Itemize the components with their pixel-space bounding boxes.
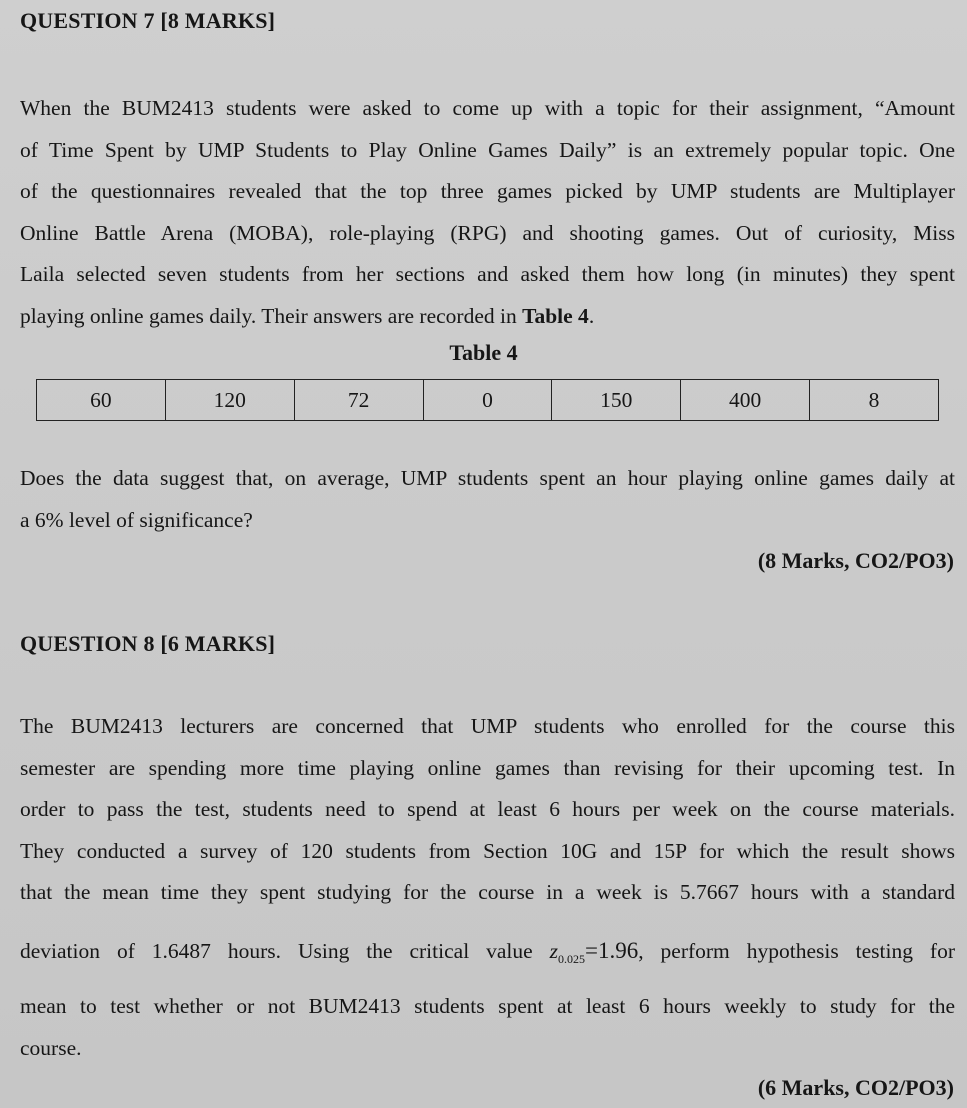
q7-line-1: When the BUM2413 students were asked to come up with a topic for their assignment, “Amount	[20, 96, 955, 120]
q8-line-6-text: deviation of 1.6487 hours. Using the critical value	[20, 939, 550, 963]
table-cell: 60	[37, 380, 166, 421]
q7-line-3: of the questionnaires revealed that the top three games picked by UMP students are Multiplayer	[20, 179, 955, 203]
q8-line-8: course.	[20, 1035, 82, 1060]
critical-subscript: 0.025	[557, 952, 585, 966]
q8-line-3: order to pass the test, students need to spend at least 6 hours per week on the course materials.	[20, 797, 955, 821]
q8-line-2: semester are spending more time playing online games than revising for their upcoming test. In	[20, 755, 955, 780]
q7-line-2: of Time Spent by UMP Students to Play Online Games Daily” is an extremely popular topic. One	[20, 137, 955, 162]
q7-line-4: Online Battle Arena (MOBA), role-playing (RPG) and shooting games. Out of curiosity, Miss	[20, 220, 955, 245]
critical-value	[549, 938, 639, 966]
table-cell: 0	[423, 380, 552, 421]
data-table	[36, 379, 939, 421]
q7-line-6-end: .	[588, 303, 595, 328]
table-cell: 400	[681, 380, 810, 421]
table-caption: Table 4	[449, 340, 518, 365]
q8-line-5: that the mean time they spent studying for the course in a week is 5.7667 hours with a standard	[20, 880, 955, 904]
table-cell: 150	[552, 380, 681, 421]
question-7-marks: (8 Marks, CO2/PO3)	[757, 548, 954, 573]
q7-prompt-line-2: a 6% level of significance?	[20, 507, 253, 532]
table-cell: 8	[810, 380, 939, 421]
table-cell: 120	[165, 380, 294, 421]
question-8-body	[20, 706, 955, 914]
question-7-body	[20, 88, 955, 337]
q7-prompt-line-1: Does the data suggest that, on average, UMP students spent an hour playing online games daily at	[20, 466, 955, 490]
q8-line-1: The BUM2413 lecturers are concerned that UMP students who enrolled for the course this	[20, 714, 955, 738]
table-cell: 72	[294, 380, 423, 421]
table-row	[37, 380, 939, 421]
question-8-marks: (6 Marks, CO2/PO3)	[757, 1075, 954, 1100]
question-7-prompt	[20, 458, 955, 541]
q7-line-6	[20, 296, 955, 338]
question-8-line-6	[20, 930, 955, 981]
q8-line-6	[20, 930, 955, 981]
q7-line-5: Laila selected seven students from her sections and asked them how long (in minutes) they spent	[20, 262, 955, 286]
q8-line-6-end: , perform hypothesis testing for	[638, 939, 955, 963]
question-8-heading: QUESTION 8 [6 MARKS]	[20, 631, 276, 656]
critical-symbol: z	[549, 939, 558, 963]
question-7-heading: QUESTION 7 [8 MARKS]	[20, 8, 276, 33]
question-8-ending	[20, 986, 955, 1069]
q7-line-6-text: playing online games daily. Their answers are recorded in	[20, 303, 523, 328]
q8-line-4: They conducted a survey of 120 students from Section 10G and 15P for which the result shows	[20, 838, 955, 863]
table-reference: Table 4	[522, 303, 589, 328]
q8-line-7: mean to test whether or not BUM2413 students spent at least 6 hours weekly to study for the	[20, 994, 955, 1018]
critical-equals: =1.96	[584, 938, 639, 963]
